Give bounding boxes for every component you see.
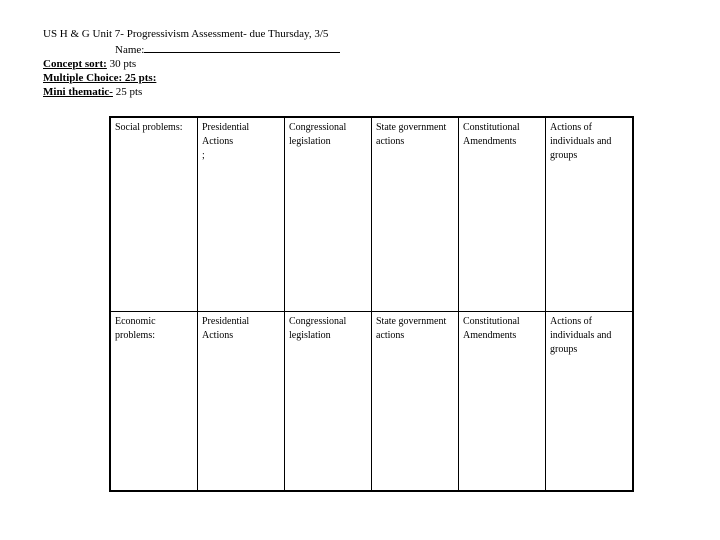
concept-sort-label: Concept sort: bbox=[43, 58, 107, 70]
table-cell[interactable]: Congressional legislation bbox=[285, 312, 372, 492]
concept-sort-points: 30 pts bbox=[106, 58, 137, 70]
name-field bbox=[43, 41, 340, 57]
table-row bbox=[110, 117, 633, 312]
name-blank-line bbox=[144, 41, 340, 53]
name-label: Name: bbox=[115, 44, 145, 56]
multiple-choice-label: Multiple Choice: 25 pts: bbox=[43, 72, 157, 84]
concept-sort-table bbox=[109, 116, 634, 492]
cell-text: Presidential Actions ; bbox=[202, 122, 250, 161]
assessment-header bbox=[43, 27, 340, 99]
table-cell[interactable]: Actions of individuals and groups bbox=[546, 312, 634, 492]
mini-thematic-label: Mini thematic- bbox=[43, 86, 113, 98]
mini-thematic-points: 25 pts bbox=[112, 86, 143, 98]
mini-thematic-line bbox=[43, 85, 340, 99]
table-row bbox=[110, 312, 633, 492]
table-cell[interactable]: Presidential Actions bbox=[198, 312, 285, 492]
table-cell[interactable]: Economic problems: bbox=[110, 312, 198, 492]
table-cell[interactable]: Social problems: bbox=[110, 117, 198, 312]
table-cell[interactable]: Actions of individuals and groups bbox=[546, 117, 634, 312]
table-cell[interactable]: Congressional legislation bbox=[285, 117, 372, 312]
table-cell[interactable]: State government actions bbox=[372, 312, 459, 492]
multiple-choice-line bbox=[43, 71, 340, 85]
table-cell[interactable]: State government actions bbox=[372, 117, 459, 312]
document-title: US H & G Unit 7- Progressivism Assessment- due Thursday, 3/5 bbox=[43, 28, 329, 40]
table-cell[interactable]: Constitutional Amendments bbox=[459, 312, 546, 492]
table-cell[interactable]: Constitutional Amendments bbox=[459, 117, 546, 312]
concept-sort-line bbox=[43, 57, 340, 71]
table-cell[interactable] bbox=[198, 117, 285, 312]
